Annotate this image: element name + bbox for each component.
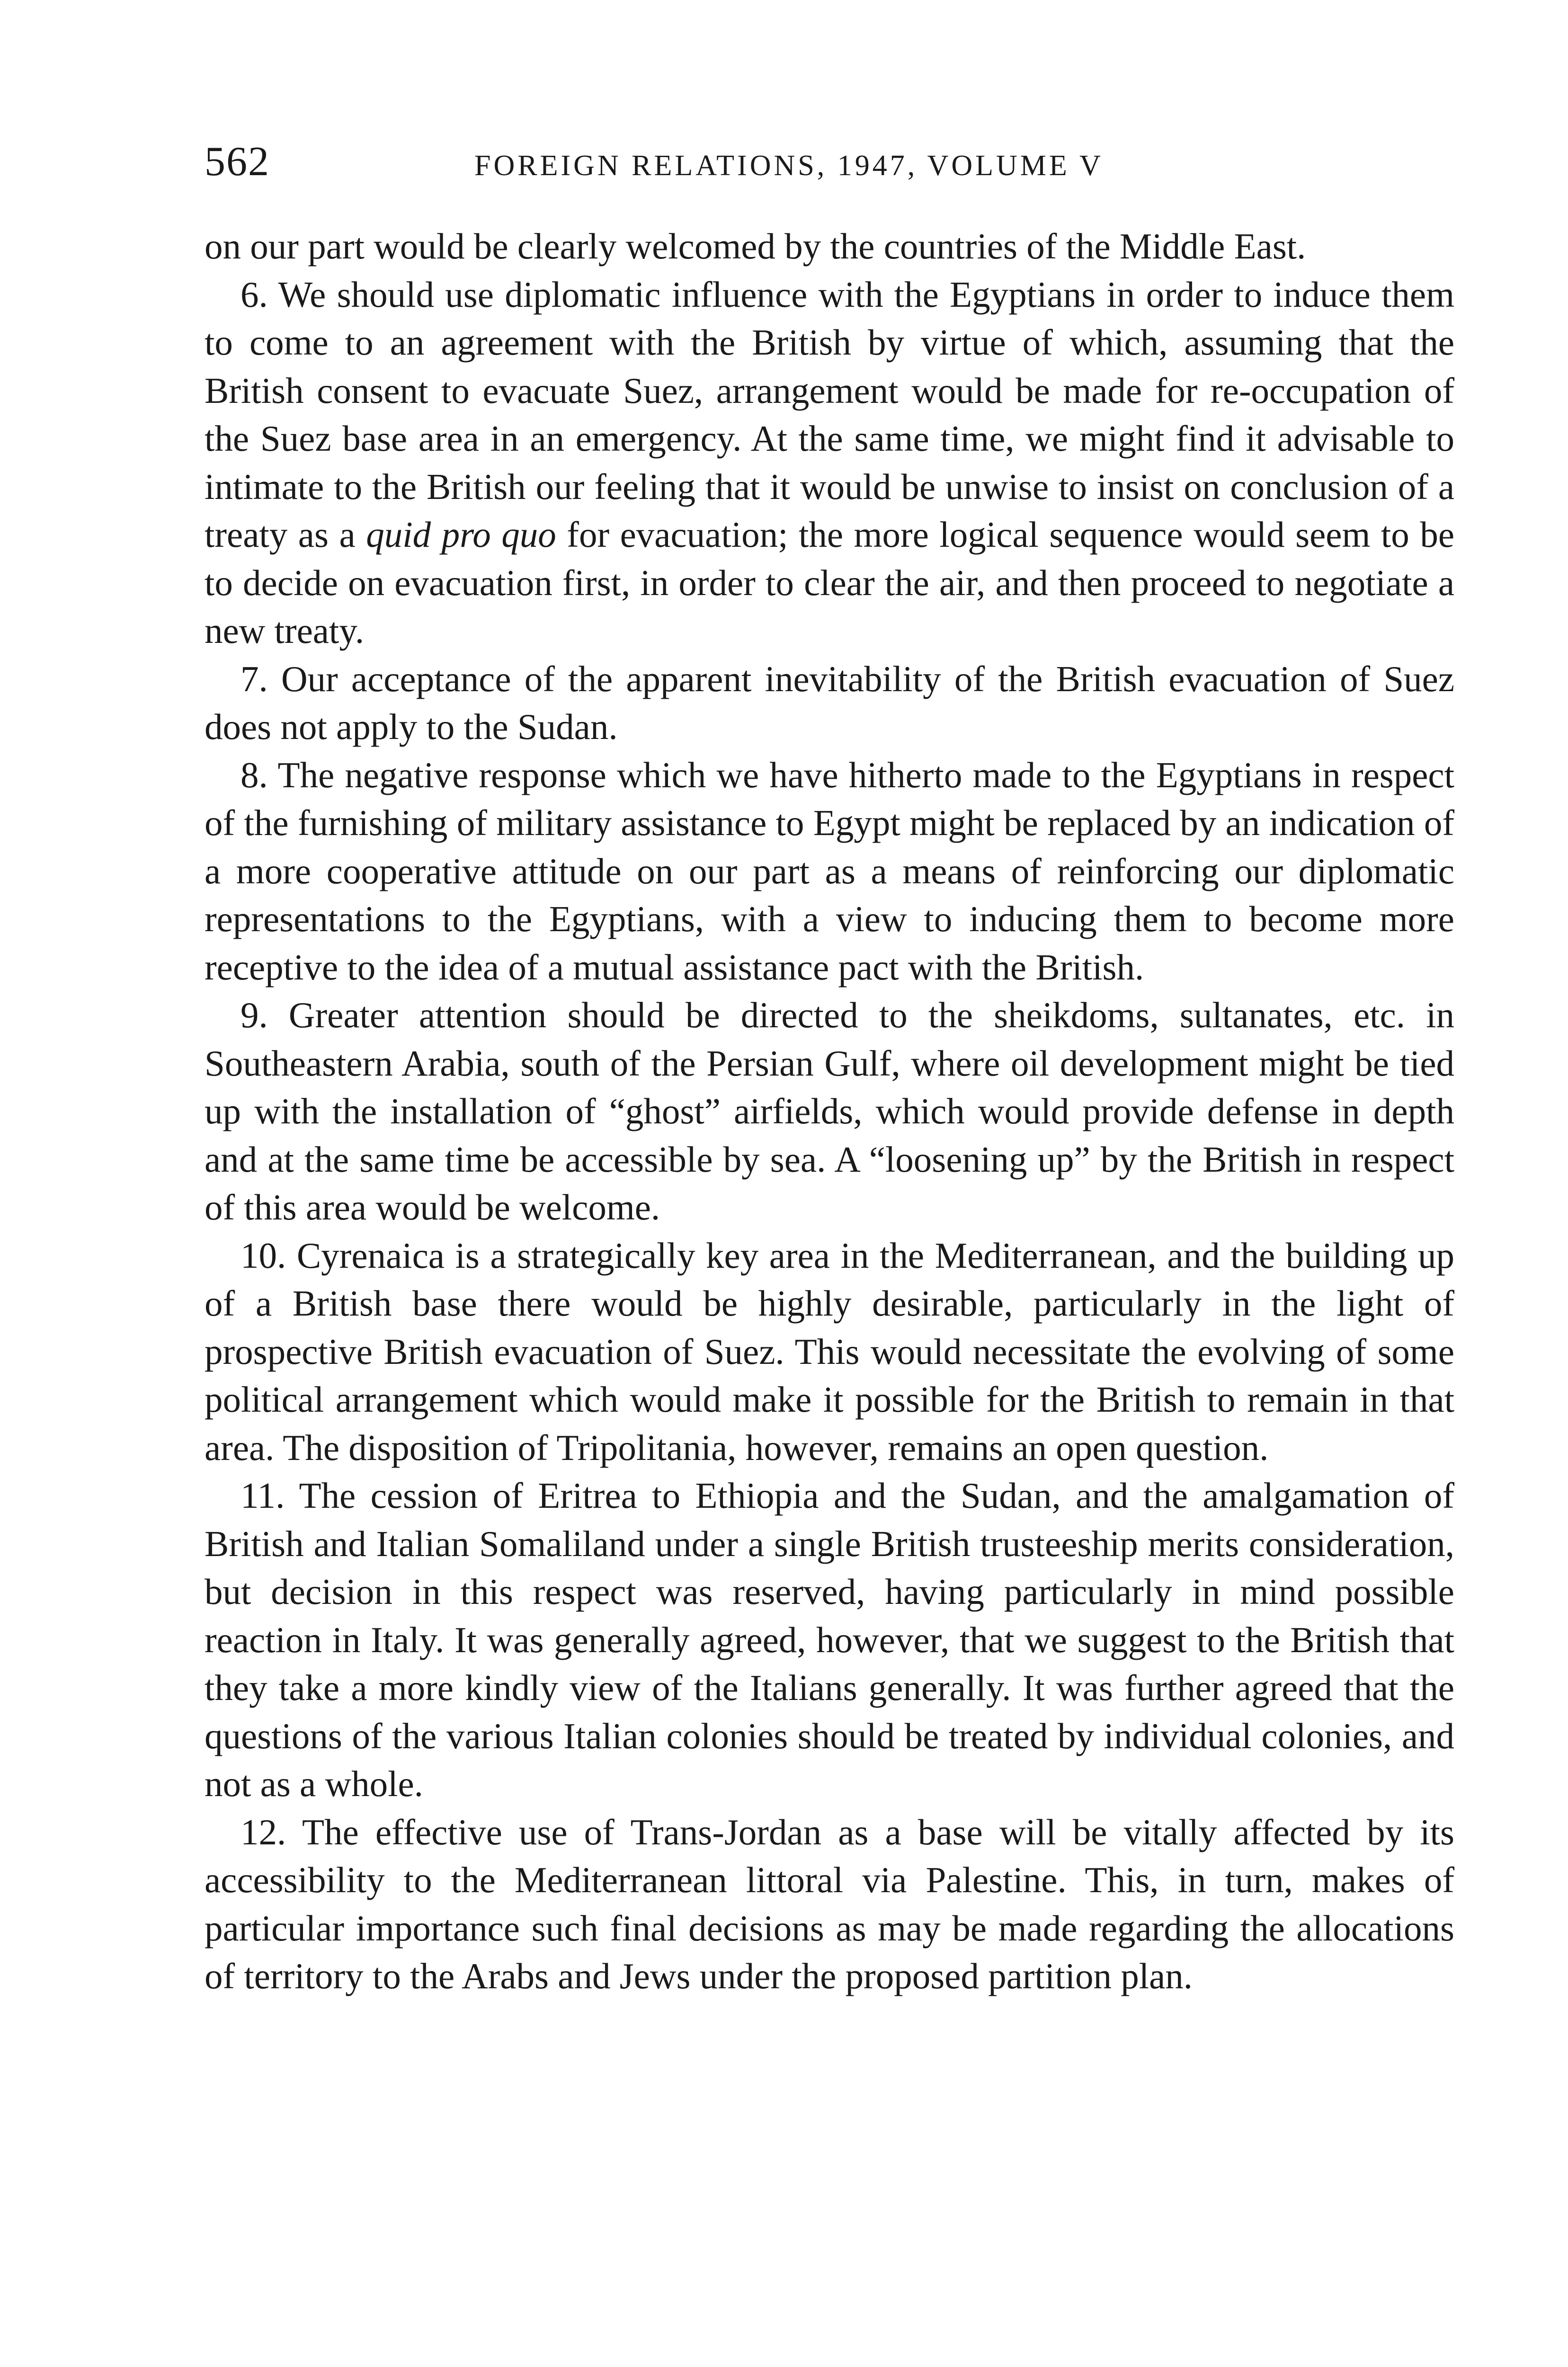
paragraph-text: Our acceptance of the apparent inevitability of the British evacuation of Suez does not apply to the Sudan.	[205, 658, 1455, 747]
paragraph-6	[205, 271, 1454, 655]
running-head	[205, 133, 1454, 190]
paragraph-10	[205, 1232, 1454, 1472]
paragraph-text: We should use diplomatic influence with the Egyptians in order to induce them to come to an agreement with the British by virtue of which, assuming that the British consent to evacuate Suez, arrangement would be made for re-occupation of the Suez base area in an emergency. At the same time, we might find it advisable to intimate to the British our feeling that it would be unwise to insist on conclusion of a treaty as a	[205, 274, 1455, 555]
paragraph-12	[205, 1808, 1454, 2001]
paragraph-continuation	[205, 222, 1454, 271]
paragraph-11	[205, 1472, 1454, 1808]
paragraph-number: 7.	[241, 658, 268, 699]
paragraph-text: for evacuation; the more logical sequence would seem to be to decide on evacuation first, in order to clear the air, and then proceed to negotiate a new treaty.	[205, 514, 1454, 651]
paragraph-text: The effective use of Trans-Jordan as a base will be vitally affected by its accessibility to the Mediterranean littoral via Palestine. This, in turn, makes of particular importance such final decisions as may be made regarding the allocations of territory to the Arabs and Jews under the proposed partition plan.	[205, 1811, 1454, 1996]
page-number: 562	[205, 139, 270, 185]
paragraph-8	[205, 751, 1454, 992]
body-text	[205, 222, 1454, 2001]
paragraph-7	[205, 655, 1454, 751]
paragraph-number: 10.	[241, 1235, 286, 1276]
italic-phrase: quid pro quo	[366, 514, 556, 555]
paragraph-number: 9.	[241, 995, 268, 1035]
paragraph-number: 11.	[241, 1475, 285, 1516]
paragraph-9	[205, 991, 1454, 1232]
paragraph-number: 8.	[241, 754, 268, 795]
paragraph-text: The cession of Eritrea to Ethiopia and the Sudan, and the amalgamation of British and Italian Somaliland under a single British trusteeship merits consideration, but decision in this respect was reserved, having particularly in mind possible reaction in Italy. It was generally agreed, however, that we suggest to the British that they take a more kindly view of the Italians generally. It was further agreed that the questions of the various Italian colonies should be treated by individual colonies, and not as a whole.	[205, 1475, 1454, 1804]
paragraph-number: 12.	[241, 1811, 286, 1852]
paragraph-text: The negative response which we have hitherto made to the Egyptians in respect of the furnishing of military assistance to Egypt might be replaced by an indication of a more cooperative attitude on our part as a means of reinforcing our diplomatic representations to the Egyptians, with a view to inducing them to become more receptive to the idea of a mutual assistance pact with the British.	[205, 754, 1455, 988]
paragraph-text: on our part would be clearly welcomed by the countries of the Middle East.	[205, 226, 1306, 267]
paragraph-number: 6.	[241, 274, 268, 315]
paragraph-text: Cyrenaica is a strategically key area in the Mediterranean, and the building up of a British base there would be highly desirable, particularly in the light of prospective British evacuation of Suez. This would necessitate the evolving of some political arrangement which would make it possible for the British to remain in that area. The disposition of Tripolitania, however, remains an open question.	[205, 1235, 1455, 1468]
paragraph-text: Greater attention should be directed to the sheikdoms, sultanates, etc. in Southeastern Arabia, south of the Persian Gulf, where oil development might be tied up with the installation of “ghost” airfields, which would provide defense in depth and at the same time be accessible by sea. A “loosening up” by the British in respect of this area would be welcome.	[205, 995, 1454, 1228]
running-title: FOREIGN RELATIONS, 1947, VOLUME V	[474, 150, 1104, 182]
